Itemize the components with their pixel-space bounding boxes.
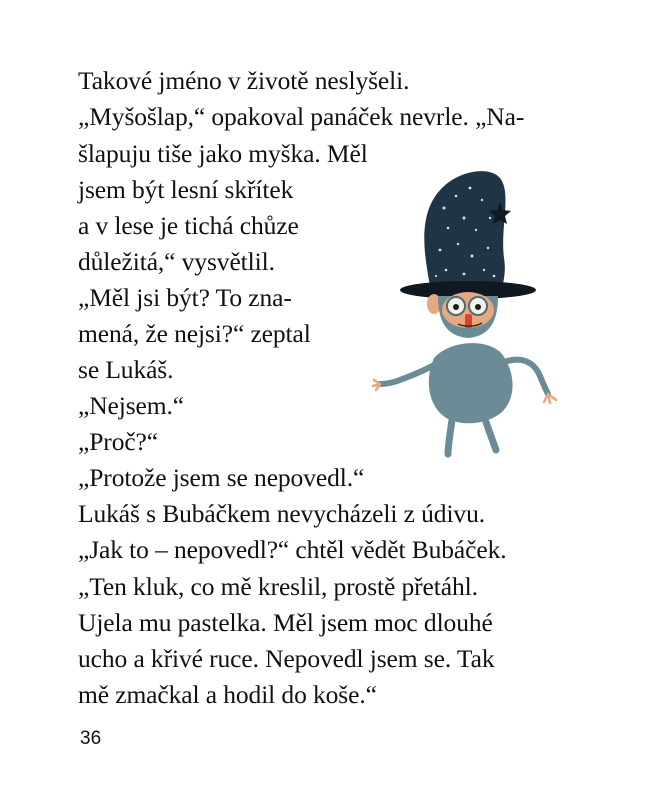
text-line: ucho a křivé ruce. Nepovedl jsem se. Tak xyxy=(78,644,495,673)
text-line: „Ten kluk, co mě kreslil, prostě přetáhl. xyxy=(78,572,478,601)
text-line: šlapuju tiše jako myška. Měl xyxy=(78,139,368,168)
text-line: „Nejsem.“ xyxy=(78,391,185,420)
right-leg xyxy=(486,422,496,450)
page-number: 36 xyxy=(80,728,102,749)
text-line: se Lukáš. xyxy=(78,355,174,384)
text-line: důležitá,“ vysvětlil. xyxy=(78,247,275,276)
text-line: Takové jméno v životě neslyšeli. xyxy=(78,66,410,95)
goblin-with-tall-hat-illustration xyxy=(372,158,572,458)
left-arm xyxy=(380,364,436,384)
text-line: jsem být lesní skřítek xyxy=(78,175,294,204)
text-line: mě zmačkal a hodil do koše.“ xyxy=(78,680,377,709)
text-line: „Měl jsi být? To zna- xyxy=(78,283,292,312)
text-line: „Proč?“ xyxy=(78,427,158,456)
hat-crown xyxy=(424,171,505,288)
text-line: mená, že nejsi?“ zeptal xyxy=(78,319,311,348)
left-leg xyxy=(448,420,452,454)
text-line: „Myšošlap,“ opakoval panáček nevrle. „Na- xyxy=(78,102,525,131)
text-line: Ujela mu pastelka. Měl jsem moc dlouhé xyxy=(78,608,493,637)
body xyxy=(429,343,513,423)
text-line: „Jak to – nepovedl?“ chtěl vědět Bubáček. xyxy=(78,535,507,564)
text-line: a v lese je tichá chůze xyxy=(78,211,299,240)
text-line: „Protože jsem se nepovedl.“ xyxy=(78,463,365,492)
text-line: Lukáš s Bubáčkem nevycházeli z údivu. xyxy=(78,499,486,528)
